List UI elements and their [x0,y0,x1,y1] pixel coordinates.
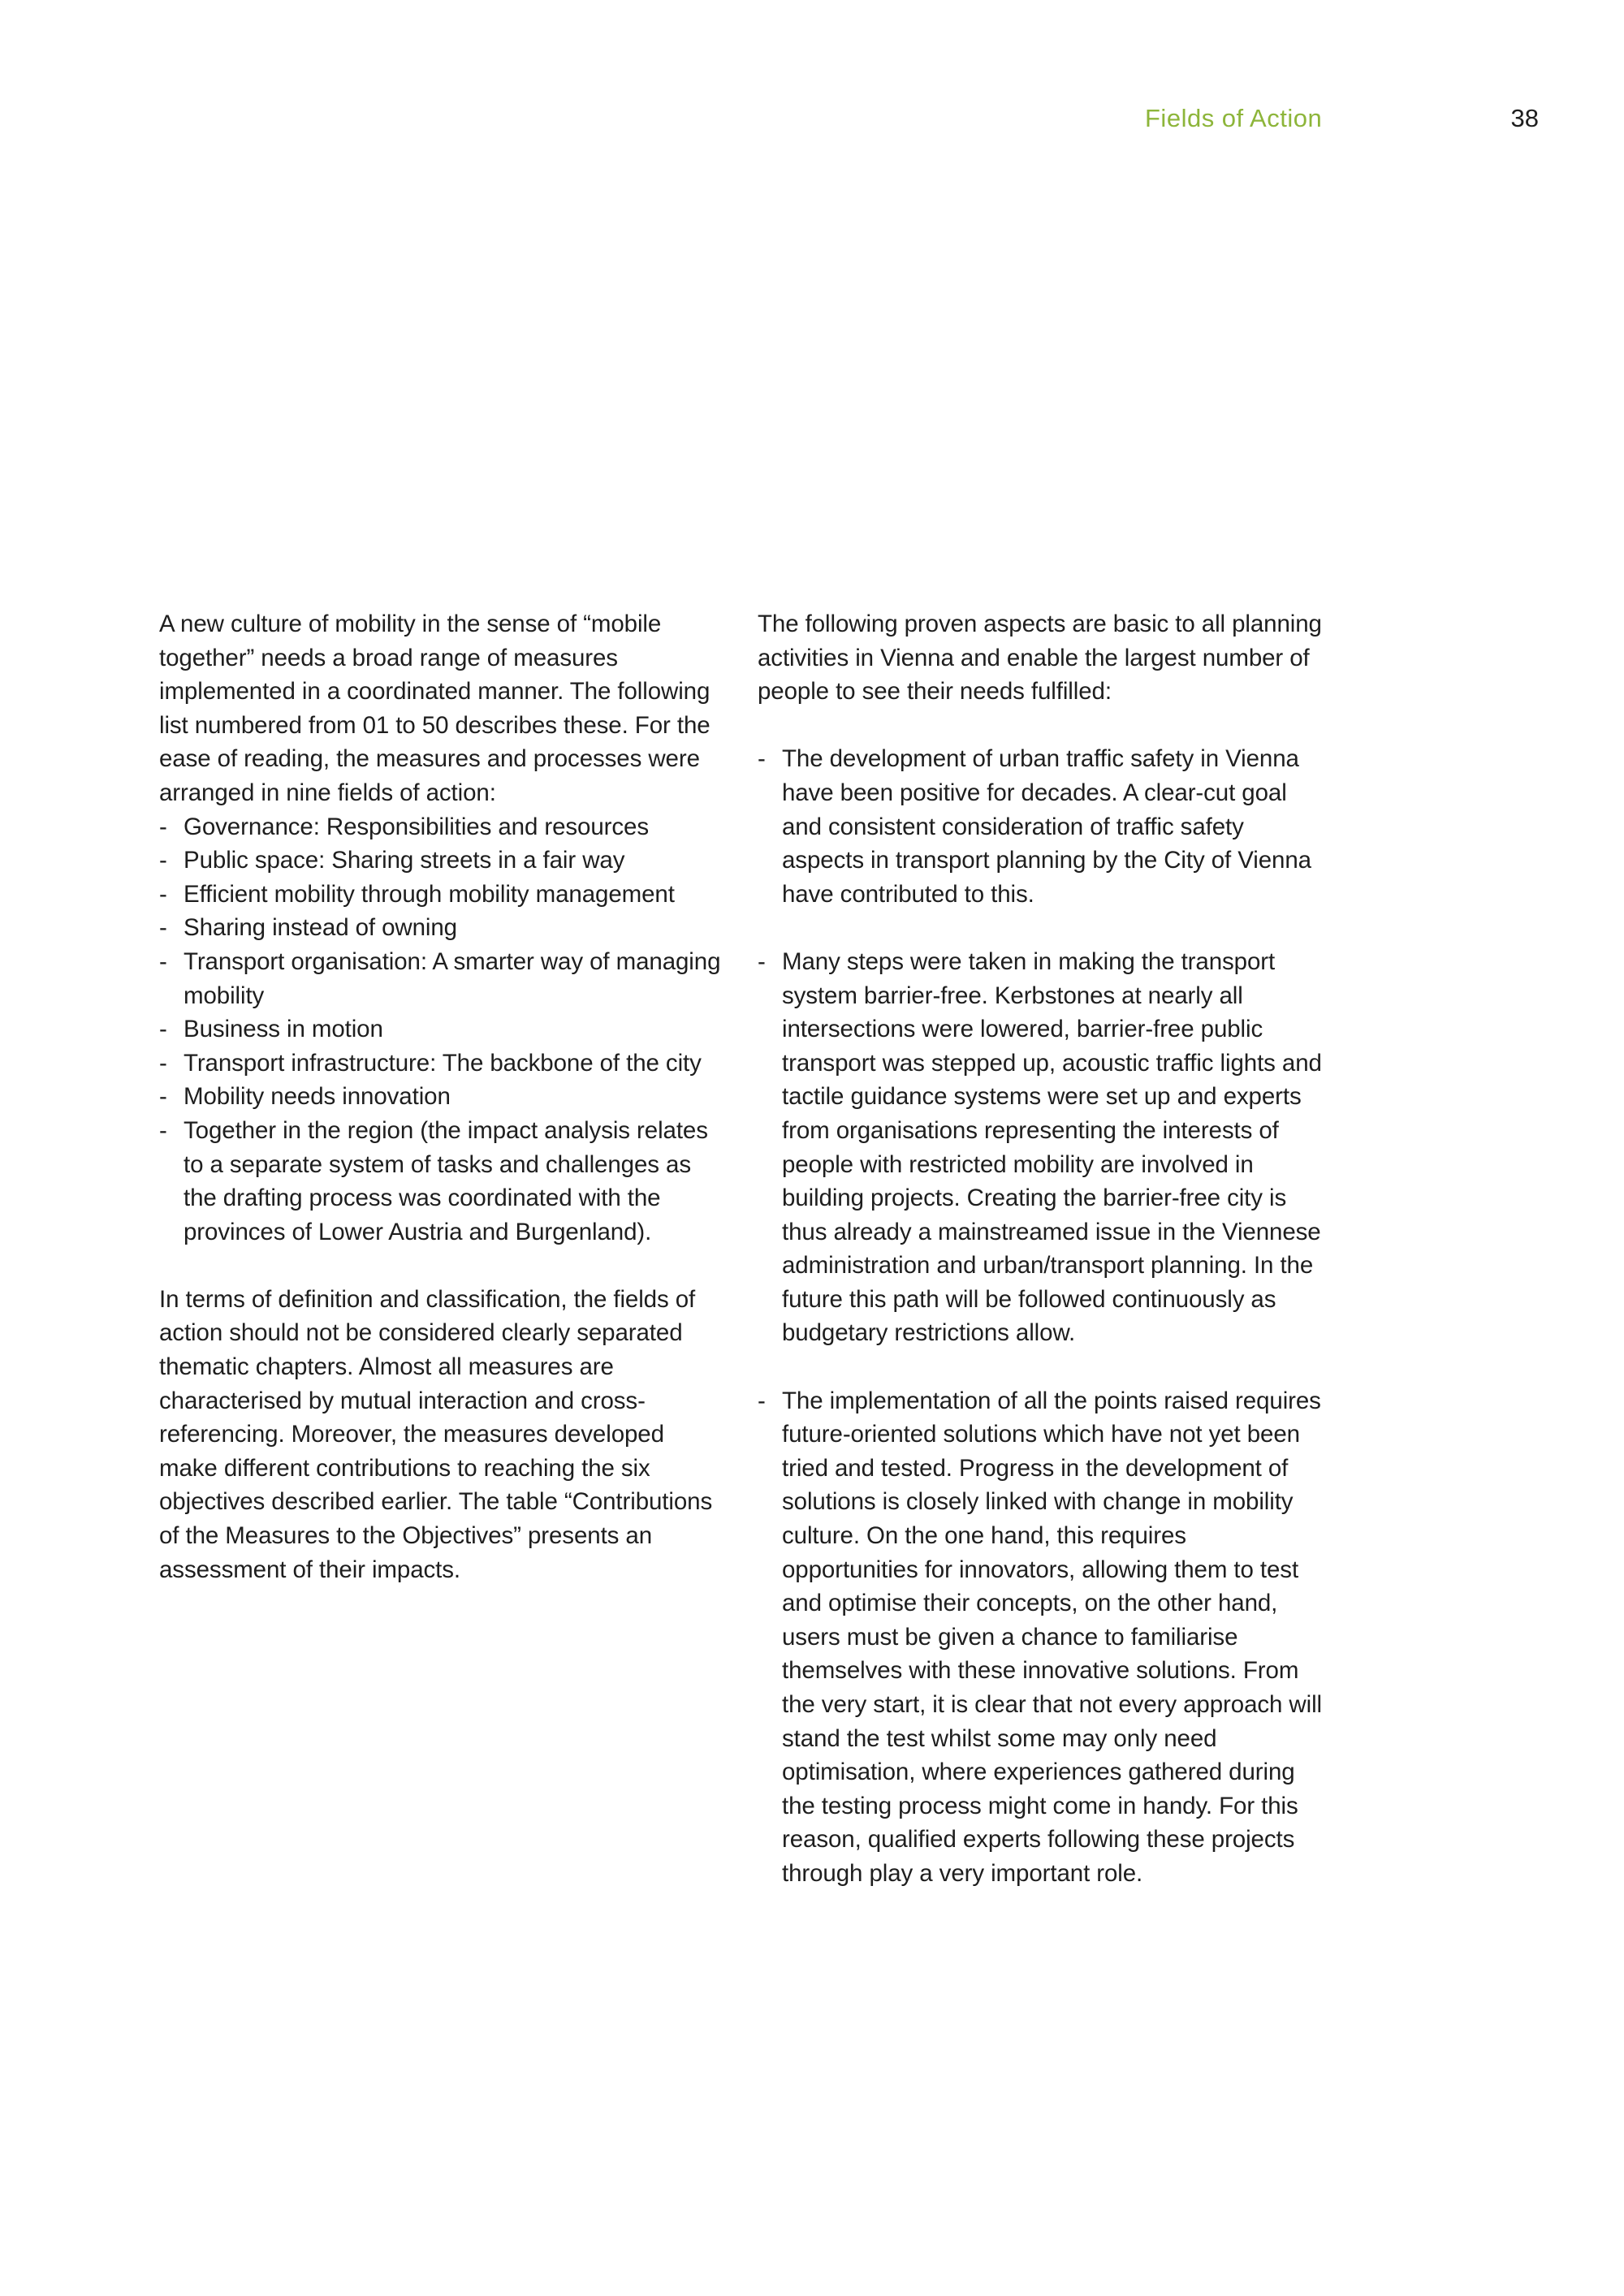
aspect-text: The implementation of all the points raised requires future-oriented solutions which have not yet been tried and tested. Progress in the development of solutions is closely linked with change in mobility culture. On the one hand, this requires opportunities for innovators, allowing them to test and optimise their concepts, on the other hand, users must be given a chance to familiarise themselves with these innovative solutions. From the very start, it is clear that not every approach will stand the test whilst some may only need optimisation, where experiences gathered during the testing process might come in handy. For this reason, qualified experts following these projects through play a very important role. [782,1387,1322,1887]
left-intro-paragraph: A new culture of mobility in the sense of “mobile together” needs a broad range of measures implemented in a coordinated manner. The following list numbered from 01 to 50 describes these. For the ease of reading, the measures and processes were arranged in nine fields of action: [159,611,710,806]
dash-bullet: - [758,745,766,773]
right-intro-paragraph: The following proven aspects are basic to all planning activities in Vienna and enable the largest number of people to see their needs fulfilled: [758,611,1322,706]
list-item: - Transport organisation: A smarter way of managing mobility [159,945,728,1012]
list-item: - Efficient mobility through mobility management [159,878,728,912]
fields-of-action-list [159,810,728,1249]
dash-bullet: - [758,947,766,975]
list-item: - Mobility needs innovation [159,1080,728,1114]
aspect-barrier-free [758,945,1326,1350]
list-item: - Business in motion [159,1012,728,1047]
left-column [159,607,728,1586]
running-header [0,99,1624,138]
list-item: - Sharing instead of owning [159,911,728,945]
list-item: - Together in the region (the impact analysis relates to a separate system of tasks and challenges as the drafting process was coordinated with the provinces of Lower Austria and Burgenland). [159,1114,728,1249]
aspect-text: Many steps were taken in making the transport system barrier-free. Kerbstones at nearly all intersections were lowered, barrier-free public transport was stepped up, acoustic traffic lights and tactile guidance systems were set up and experts from organisations representing the interests of people with restricted mobility are involved in building projects. Creating the barrier-free city is thus already a mainstreamed issue in the Viennese administration and urban/transport planning. In the future this path will be followed continuously as budgetary restrictions allow. [782,947,1322,1347]
aspect-text: The development of urban traffic safety in Vienna have been positive for decades. A clear-cut goal and consistent consideration of traffic safety aspects in transport planning by the City of Vienna have contributed to this. [782,745,1311,908]
paragraph-gap [159,1249,728,1283]
list-item: - Transport infrastructure: The backbone of the city [159,1047,728,1081]
paragraph-gap [758,1350,1326,1384]
paragraph-gap [758,911,1326,945]
page-number: 38 [1510,104,1539,132]
aspect-traffic-safety [758,742,1326,911]
section-title: Fields of Action [1145,104,1323,132]
right-column [758,607,1326,1891]
list-item: - Public space: Sharing streets in a fair way [159,844,728,878]
paragraph-gap [758,709,1326,743]
list-item: - Governance: Responsibilities and resources [159,810,728,844]
aspect-innovation [758,1384,1326,1891]
left-closing-paragraph: In terms of definition and classification, the fields of action should not be considered clearly separated thematic chapters. Almost all measures are characterised by mutual interaction and cross-referencing. Moreover, the measures developed make different contributions to reaching the six objectives described earlier. The table “Contributions of the Measures to the Objectives” presents an assessment of their impacts. [159,1285,713,1583]
dash-bullet: - [758,1387,766,1414]
